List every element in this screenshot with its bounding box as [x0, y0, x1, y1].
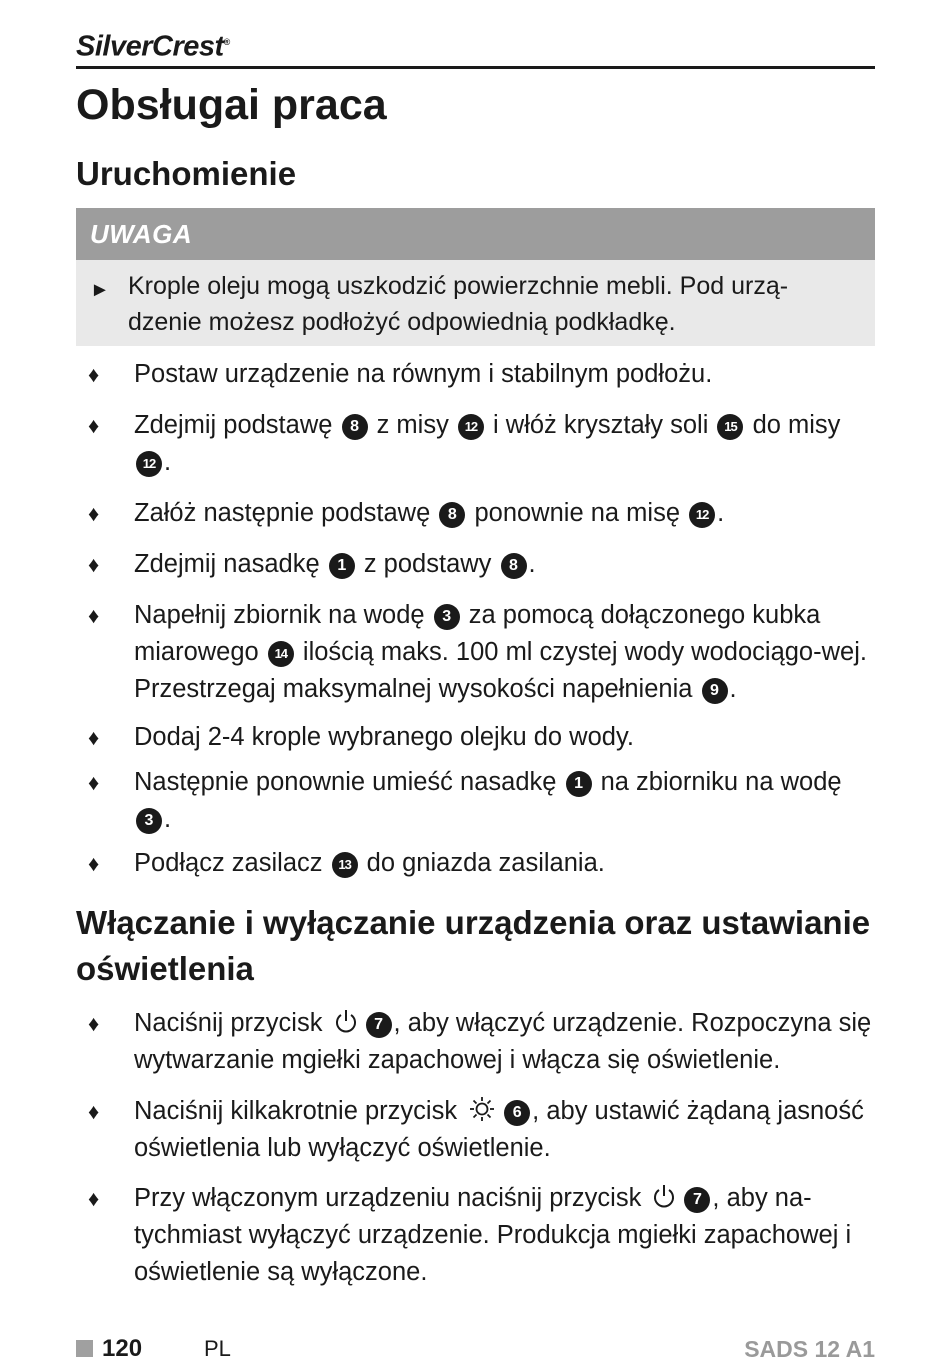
part-number-badge: 7 — [684, 1187, 710, 1213]
header-rule — [76, 66, 875, 69]
list-item-text: Zdejmij nasadkę 1 z podstawy 8 . — [134, 550, 536, 578]
list-item-text: Podłącz zasilacz 13 do gniazda zasilania. — [134, 849, 605, 877]
arrow-icon: ► — [90, 279, 110, 301]
bullet-icon: ♦ — [88, 1011, 100, 1036]
list-item-text: Przy włączonym urządzeniu naciśnij przycisk 7 , aby na-tychmiast wyłączyć urządzenie. Produkcja mgiełki zapachowej i oświetlenie są wyłączone. — [134, 1184, 852, 1286]
part-number-badge: 12 — [689, 502, 715, 528]
list-item-text: Naciśnij kilkakrotnie przycisk 6 , aby ustawić żądaną jasność oświetlenia lub wyłączyć oświetlenie. — [134, 1097, 864, 1162]
part-number-badge: 3 — [434, 604, 460, 630]
light-icon — [468, 1096, 496, 1122]
bullet-icon: ♦ — [88, 413, 100, 438]
footer-square-icon — [76, 1340, 93, 1357]
list-item-text: Naciśnij przycisk 7 , aby włączyć urządzenie. Rozpoczyna się wytwarzanie mgiełki zapachowej i włącza się oświetlenie. — [134, 1009, 872, 1074]
bullet-icon: ♦ — [88, 725, 100, 750]
part-number-badge: 12 — [458, 414, 484, 440]
bullet-icon: ♦ — [88, 770, 100, 795]
power-icon — [334, 1008, 358, 1034]
language-code: PL — [204, 1336, 231, 1361]
part-number-badge: 8 — [342, 414, 368, 440]
list-item-text: Postaw urządzenie na równym i stabilnym podłożu. — [134, 360, 713, 388]
bullet-icon: ♦ — [88, 362, 100, 387]
warning-header — [76, 208, 875, 260]
bullet-icon: ♦ — [88, 603, 100, 628]
part-number-badge: 7 — [366, 1012, 392, 1038]
warning-box — [76, 260, 875, 346]
bullet-icon: ♦ — [88, 1099, 100, 1124]
section-heading-power-light: Włączanie i wyłączanie urządzenia oraz ustawianie oświetlenia — [76, 904, 871, 987]
part-number-badge: 13 — [332, 852, 358, 878]
page-number: 120 — [102, 1335, 143, 1362]
part-number-badge: 14 — [268, 641, 294, 667]
part-number-badge: 9 — [702, 678, 728, 704]
part-number-badge: 8 — [501, 553, 527, 579]
list-item-text: Załóż następnie podstawę 8 ponownie na misę 12 . — [134, 499, 725, 527]
bullet-icon: ♦ — [88, 501, 100, 526]
part-number-badge: 15 — [717, 414, 743, 440]
warning-label: UWAGA — [90, 219, 193, 249]
brand-logo: SilverCrest® — [76, 30, 230, 63]
bullet-icon: ♦ — [88, 1186, 100, 1211]
part-number-badge: 1 — [566, 771, 592, 797]
warning-text: Krople oleju mogą uszkodzić powierzchnie mebli. Pod urzą-dzenie możesz podłożyć odpowiednią podkładkę. — [128, 272, 789, 336]
bullet-icon: ♦ — [88, 851, 100, 876]
model-number: SADS 12 A1 — [744, 1336, 875, 1362]
part-number-badge: 3 — [136, 808, 162, 834]
section-heading-startup: Uruchomienie — [76, 155, 297, 192]
part-number-badge: 6 — [504, 1100, 530, 1126]
list-item-text: Dodaj 2-4 krople wybranego olejku do wody. — [134, 723, 634, 751]
page-footer — [76, 1333, 875, 1365]
part-number-badge: 12 — [136, 451, 162, 477]
list-item-text: Napełnij zbiornik na wodę 3 za pomocą dołączonego kubka miarowego 14 ilością maks. 100 ml czystej wody wodociągo-wej. Przestrzegaj maksymalnej wysokości napełnienia 9 . — [134, 601, 867, 703]
part-number-badge: 8 — [439, 502, 465, 528]
part-number-badge: 1 — [329, 553, 355, 579]
list-item-text: Następnie ponownie umieść nasadkę 1 na zbiorniku na wodę 3 . — [134, 768, 842, 833]
power-icon — [652, 1183, 676, 1209]
list-item-text: Zdejmij podstawę 8 z misy 12 i włóż kryształy soli 15 do misy 12 . — [134, 411, 841, 476]
bullet-icon: ♦ — [88, 552, 100, 577]
page-title: Obsługai praca — [76, 81, 387, 129]
